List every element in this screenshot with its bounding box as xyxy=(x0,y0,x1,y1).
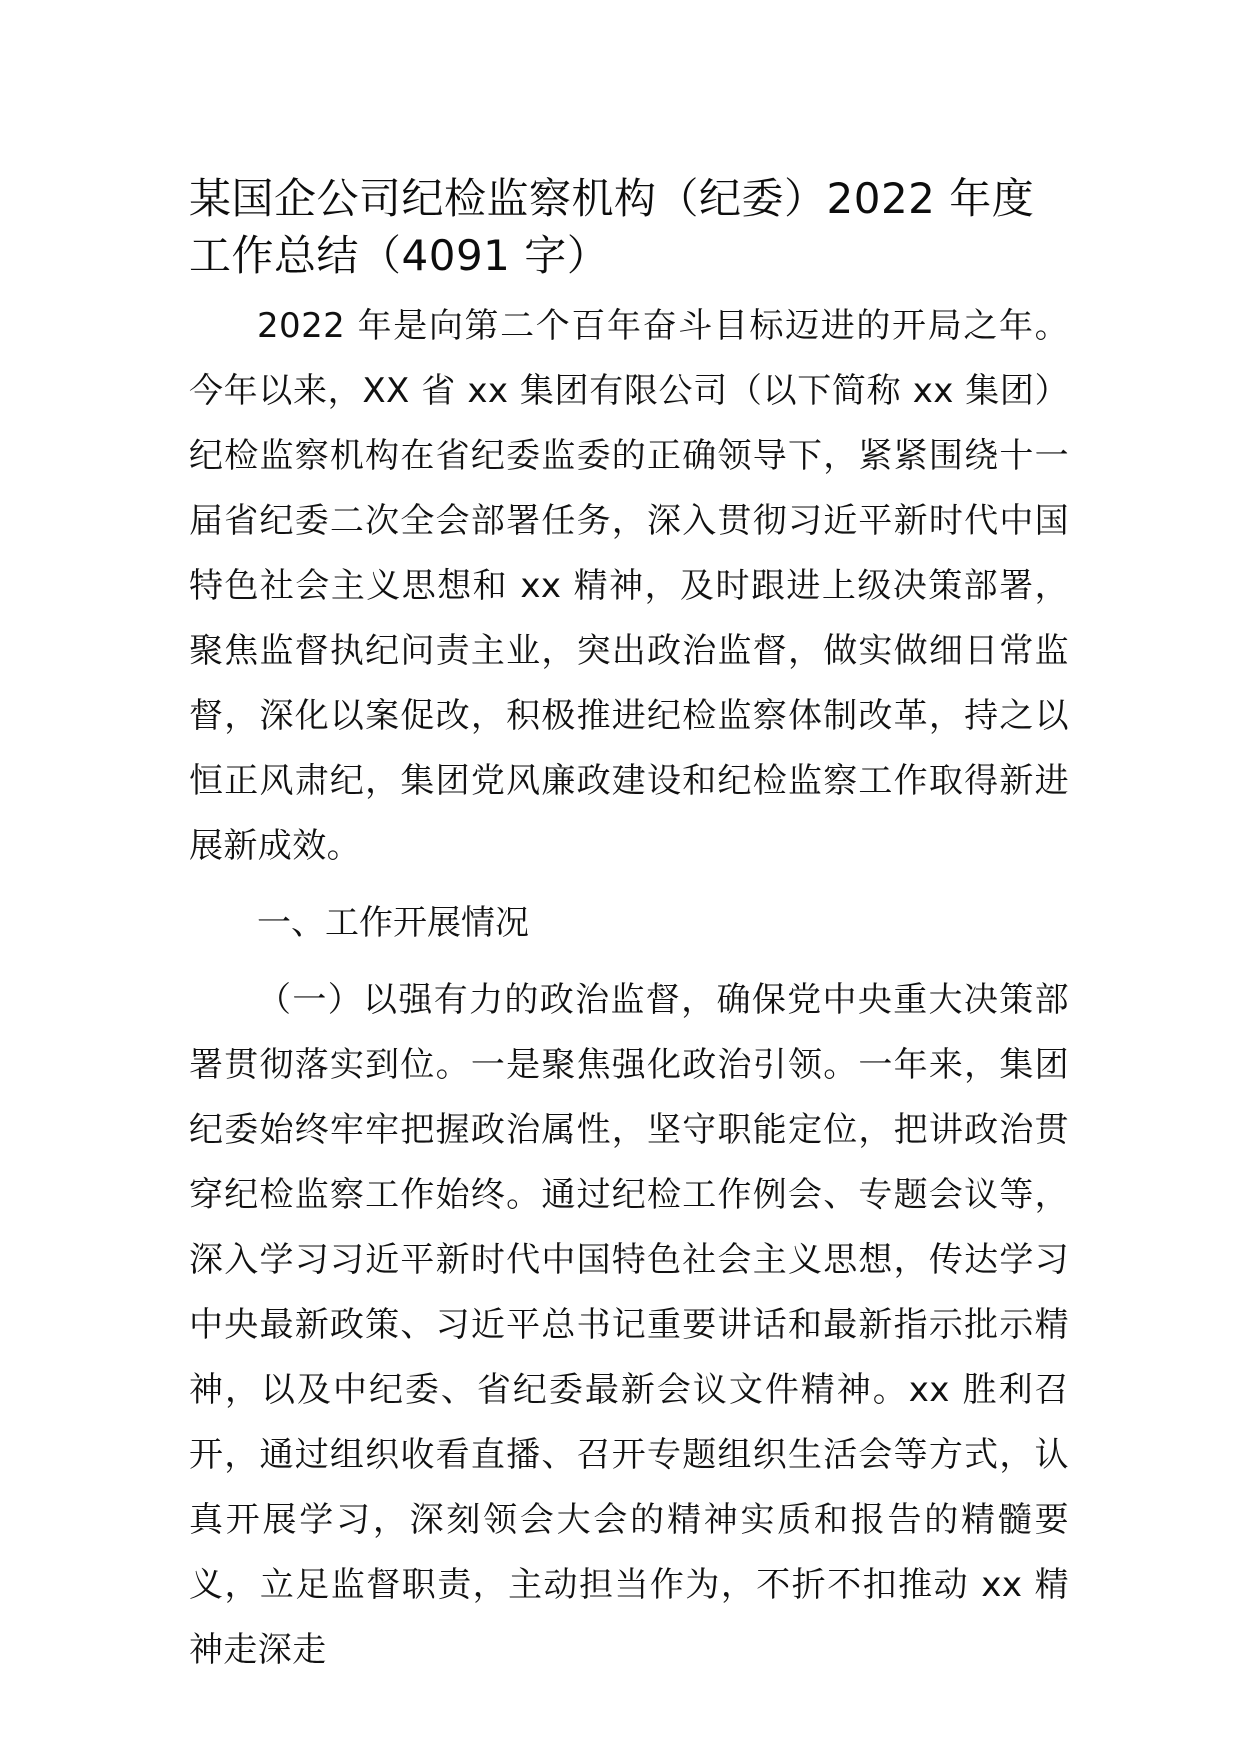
document-title: 某国企公司纪检监察机构（纪委）2022 年度工作总结（4091 字） xyxy=(189,174,1035,280)
intro-paragraph: 2022 年是向第二个百年奋斗目标迈进的开局之年。今年以来，XX 省 xx 集团有限公司（以下简称 xx 集团）纪检监察机构在省纪委监委的正确领导下，紧紧围绕十一届省纪委二次全会部署任务，深入贯彻习近平新时代中国特色社会主义思想和 xx 精神，及时跟进上级决策部署，聚焦监督执纪问责主业，突出政治监督，做实做细日常监督，深化以案促改，积极推进纪检监察体制改革，持之以恒正风肃纪，集团党风廉政建设和纪检监察工作取得新进展新成效。 xyxy=(189,306,1069,866)
section-heading: 一、工作开展情况 xyxy=(257,903,529,943)
section-paragraph: （一）以强有力的政治监督，确保党中央重大决策部署贯彻落实到位。一是聚焦强化政治引领。一年来，集团纪委始终牢牢把握政治属性，坚守职能定位，把讲政治贯穿纪检监察工作始终。通过纪检工作例会、专题会议等，深入学习习近平新时代中国特色社会主义思想，传达学习中央最新政策、习近平总书记重要讲话和最新指示批示精神，以及中纪委、省纪委最新会议文件精神。xx 胜利召开，通过组织收看直播、召开专题组织生活会等方式，认真开展学习，深刻领会大会的精神实质和报告的精髓要义，立足监督职责，主动担当作为，不折不扣推动 xx 精神走深走 xyxy=(189,980,1069,1670)
document-body xyxy=(189,170,1069,1683)
